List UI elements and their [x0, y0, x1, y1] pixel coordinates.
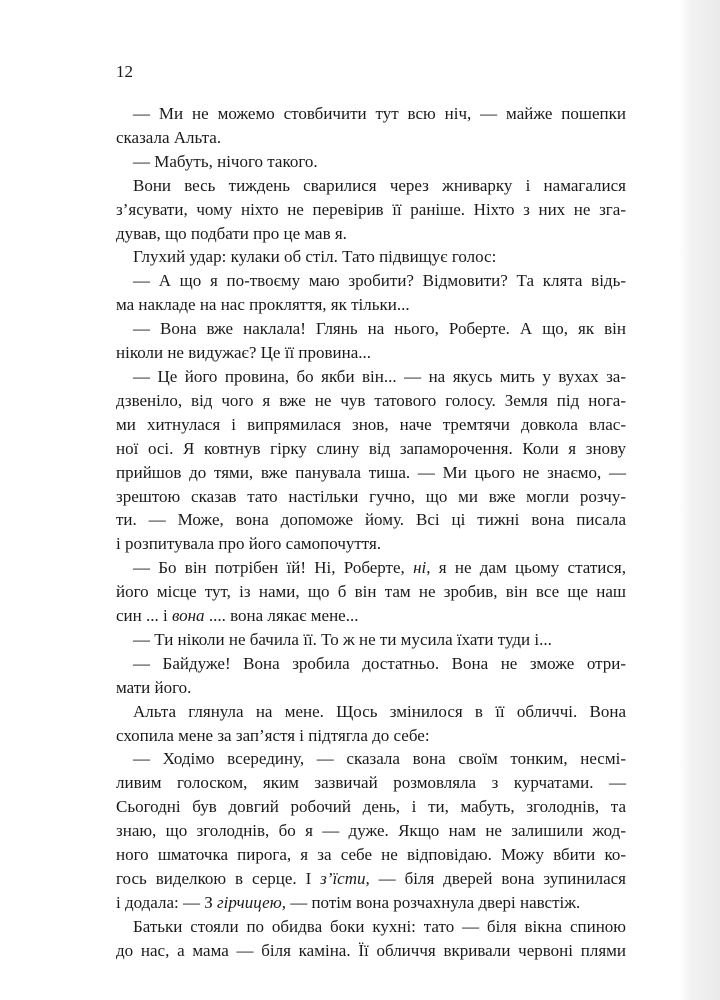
text-line: ми хитнулася і випрямилася знов, наче тремтячи довкола влас-: [116, 414, 626, 434]
text-line: до нас, а мама — біля каміна. Її обличчя вкривали червоні плями: [116, 940, 626, 960]
text-line: ніколи не видужає? Це її провина...: [116, 343, 372, 363]
text-line: схопила мене за зап’ястя і підтягла до себе:: [116, 725, 430, 745]
text-line: гось виделкою в серце. І з’їсти, — біля дверей вона зупинилася: [116, 869, 626, 888]
page-text: [116, 102, 626, 963]
text-line: — Ми не можемо стовбичити тут всю ніч, — майже пошепки: [133, 104, 626, 123]
text-line: знаю, що зголоднів, бо я — дуже. Якщо нам не залишили жод-: [116, 821, 626, 841]
text-line: і додала: — З гірчицею, — потім вона розчахнула двері навстіж.: [116, 892, 581, 912]
text-line: — Вона вже наклала! Глянь на нього, Роберте. А що, як він: [133, 319, 626, 339]
text-line: Сьогодні був довгий робочий день, і ти, мабуть, зголоднів, та: [116, 797, 626, 817]
text-line: — Мабуть, нічого такого.: [133, 151, 318, 171]
text-line: син ... і вона .... вона лякає мене...: [116, 606, 359, 626]
text-line: ти. — Може, вона допоможе йому. Всі ці тижні вона писала: [116, 510, 626, 530]
text-line: — Бо він потрібен їй! Ні, Роберте, ні, я не дам цьому статися,: [133, 558, 626, 578]
text-line: дував, що подбати про це мав я.: [116, 223, 347, 243]
text-line: з’ясувати, чому ніхто не перевірив її раніше. Ніхто з них не зга-: [116, 199, 626, 219]
text-line: зрештою сказав тато настільки гучно, що ми вже могли розчу-: [116, 486, 626, 506]
text-line: і розпитувала про його самопочуття.: [116, 534, 382, 554]
text-line: Батьки стояли по обидва боки кухні: тато — біля вікна спиною: [133, 916, 626, 936]
text-line: Вони весь тиждень сварилися через жниварку і намагалися: [133, 175, 626, 195]
page-number: 12: [116, 62, 133, 81]
text-line: — Ти ніколи не бачила її. То ж не ти мусила їхати туди і...: [133, 629, 552, 649]
text-line: сказала Альта.: [116, 127, 222, 147]
text-line: ма накладе на нас прокляття, як тільки...: [116, 295, 410, 315]
text-line: ливим голоском, яким зазвичай розмовляла з курчатами. —: [116, 773, 626, 793]
text-line: його місце тут, із нами, що б він там не зробив, він все ще наш: [116, 582, 626, 602]
text-line: — Це його провина, бо якби він... — на якусь мить у вухах за-: [133, 366, 626, 386]
text-line: — А що я по-твоєму маю зробити? Відмовити? Та клята відь-: [133, 271, 626, 291]
text-line: ної осі. Я ковтнув гірку слину від запаморочення. Коли я знову: [116, 438, 626, 458]
text-line: ного шматочка пирога, я за себе не відповідаю. Можу вбити ко-: [116, 845, 626, 865]
text-line: — Ходімо всередину, — сказала вона своїм тонким, несмі-: [133, 749, 626, 769]
page-edge-shadow: [678, 0, 720, 1000]
text-line: — Байдуже! Вона зробила достатньо. Вона не зможе отри-: [133, 653, 626, 673]
text-line: дзвеніло, від чого я вже не чув татового голосу. Земля під нога-: [116, 390, 626, 410]
text-line: Глухий удар: кулаки об стіл. Тато підвищує голос:: [133, 247, 497, 267]
text-line: мати його.: [116, 677, 192, 697]
text-line: прийшов до тями, вже панувала тиша. — Ми цього не знаємо, —: [116, 462, 626, 482]
text-line: Альта глянула на мене. Щось змінилося в її обличчі. Вона: [133, 701, 626, 721]
